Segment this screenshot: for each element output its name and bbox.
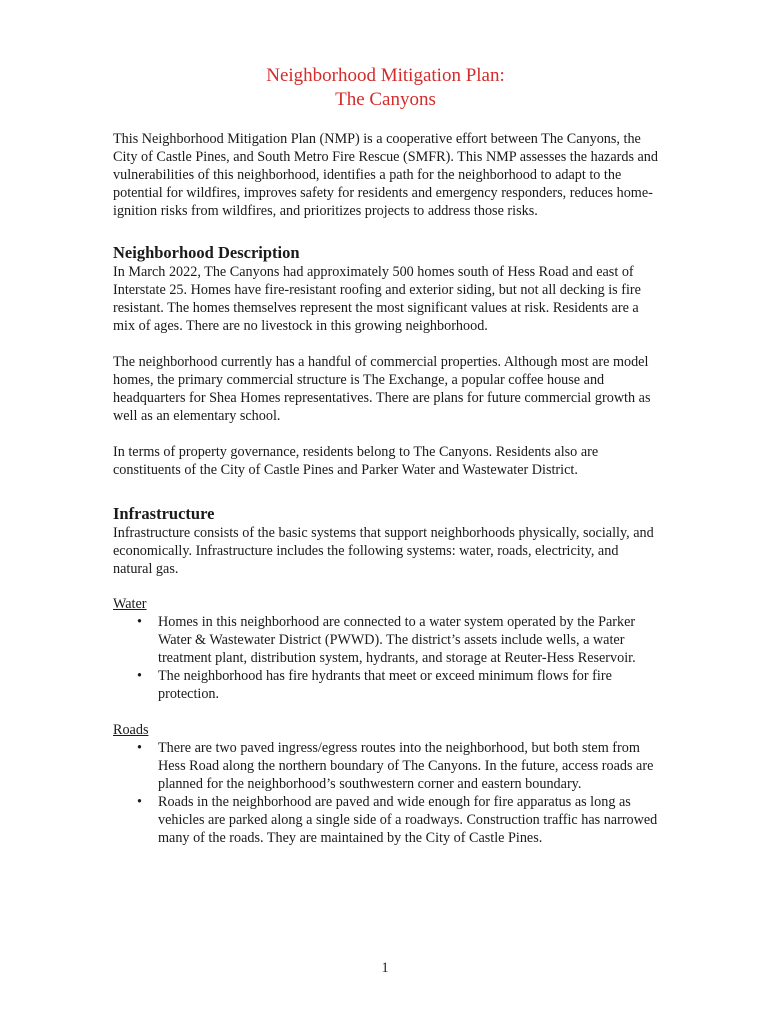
list-item-text: Roads in the neighborhood are paved and wide enough for fire apparatus as long as vehicles are parked along a single side of a roadways. Construction traffic has narrowed many of the roads. They are maintained by the City of Castle Pines. xyxy=(158,794,658,846)
water-bullet-list xyxy=(113,613,658,703)
list-item-text: There are two paved ingress/egress routes into the neighborhood, but both stem from Hess Road along the northern boundary of The Canyons. In the future, access roads are planned for the neighborhood’s southwestern corner and eastern boundary. xyxy=(158,740,654,792)
list-item-text: The neighborhood has fire hydrants that meet or exceed minimum flows for fire protection. xyxy=(158,668,612,702)
document-page xyxy=(113,64,658,847)
page-number: 1 xyxy=(381,960,389,976)
infrastructure-paragraph: Infrastructure consists of the basic systems that support neighborhoods physically, socially, and economically. Infrastructure includes the following systems: water, roads, electricity, and natural gas. xyxy=(113,525,654,577)
bullet-icon: • xyxy=(137,668,142,684)
list-item xyxy=(113,793,658,847)
description-paragraph-1: In March 2022, The Canyons had approximately 500 homes south of Hess Road and east of Interstate 25. Homes have fire-resistant roofing and exterior siding, but not all decking is fire resistant. The homes themselves represent the most significant values at risk. Residents are a mix of ages. There are no livestock in this growing neighborhood. xyxy=(113,264,641,334)
bullet-icon: • xyxy=(137,614,142,630)
title-line-2: The Canyons xyxy=(335,89,436,110)
description-paragraph-3: In terms of property governance, residents belong to The Canyons. Residents also are constituents of the City of Castle Pines and Parker Water and Wastewater District. xyxy=(113,444,599,478)
roads-bullet-list xyxy=(113,739,658,847)
bullet-icon: • xyxy=(137,740,142,756)
list-item xyxy=(113,613,658,667)
description-paragraph-2: The neighborhood currently has a handful of commercial properties. Although most are model homes, the primary commercial structure is The Exchange, a popular coffee house and headquarters for Shea Homes representatives. There are plans for future commercial growth as well as an elementary school. xyxy=(113,354,651,424)
subheading-water: Water xyxy=(113,596,147,612)
list-item-text: Homes in this neighborhood are connected to a water system operated by the Parker Water & Wastewater District (PWWD). The district’s assets include wells, a water treatment plant, distribution system, hydrants, and storage at Reuter-Hess Reservoir. xyxy=(158,614,636,666)
bullet-icon: • xyxy=(137,794,142,810)
list-item xyxy=(113,739,658,793)
intro-paragraph: This Neighborhood Mitigation Plan (NMP) is a cooperative effort between The Canyons, the City of Castle Pines, and South Metro Fire Rescue (SMFR). This NMP assesses the hazards and vulnerabilities of this neighborhood, identifies a path for the neighborhood to adapt to the potential for wildfires, improves safety for residents and emergency responders, reduces home-ignition risks from wildfires, and prioritizes projects to address those risks. xyxy=(113,131,658,219)
title-line-1: Neighborhood Mitigation Plan: xyxy=(266,65,505,86)
section-heading-neighborhood-description: Neighborhood Description xyxy=(113,243,300,262)
list-item xyxy=(113,667,658,703)
subheading-roads: Roads xyxy=(113,722,149,738)
document-title xyxy=(113,64,658,112)
section-heading-infrastructure: Infrastructure xyxy=(113,504,215,523)
